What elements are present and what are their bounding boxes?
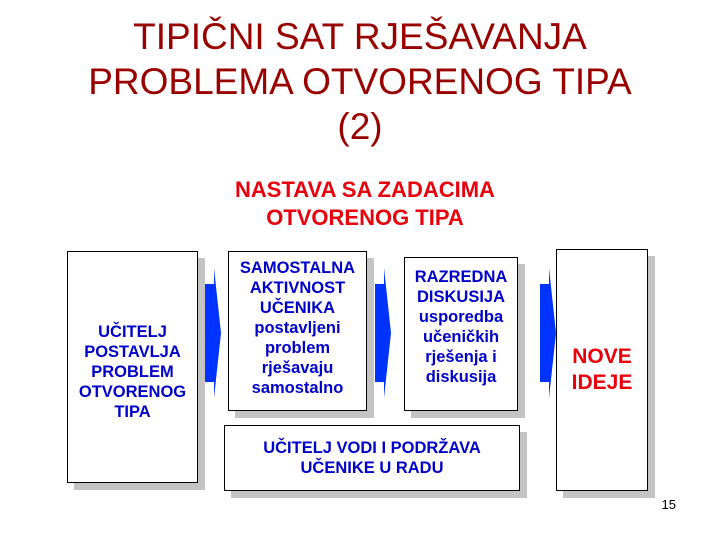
right-arrow-icon — [205, 268, 221, 398]
box-line: UČENIKE U RADU — [300, 459, 444, 477]
box-line: POSTAVLJA — [84, 343, 181, 361]
slide-title — [0, 14, 720, 149]
subtitle-line-1: NASTAVA SA ZADACIMA — [235, 177, 495, 202]
teacher-support-box — [224, 425, 520, 491]
box-line: OTVORENOG — [78, 383, 187, 401]
class-discussion-text — [405, 267, 517, 387]
independent-activity-text — [229, 258, 366, 398]
right-arrow-icon — [540, 268, 556, 398]
box-line: DISKUSIJA — [416, 288, 506, 306]
title-line-3: (2) — [337, 106, 383, 147]
box-line: rješavaju — [261, 359, 334, 377]
box-line: UČITELJ — [98, 323, 167, 341]
box-line: RAZREDNA — [414, 268, 508, 286]
box-line: samostalno — [251, 379, 344, 397]
box-line: usporedba — [418, 308, 504, 326]
page-number: 15 — [661, 497, 676, 512]
title-line-2: PROBLEMA OTVORENOG TIPA — [88, 61, 632, 102]
box-line: UČENIKA — [259, 299, 336, 317]
box-line: učeničkih — [422, 328, 500, 346]
box-line: AKTIVNOST — [249, 279, 346, 297]
subtitle-line-2: OTVORENOG TIPA — [266, 205, 464, 230]
title-line-1: TIPIČNI SAT RJEŠAVANJA — [133, 16, 587, 57]
box-line: rješenja i — [425, 348, 497, 366]
box-line: NOVE — [572, 345, 632, 368]
teacher-support-text — [225, 438, 519, 478]
diagram-subtitle — [205, 176, 525, 232]
box-line: SAMOSTALNA — [239, 259, 356, 277]
teacher-poses-problem-box — [67, 251, 198, 483]
box-line: TIPA — [114, 403, 151, 421]
box-line: PROBLEM — [91, 363, 174, 381]
teacher-poses-problem-text — [68, 322, 197, 422]
box-line: postavljeni — [254, 319, 341, 337]
class-discussion-box — [404, 257, 518, 411]
new-ideas-text — [557, 344, 647, 396]
right-arrow-icon — [375, 268, 391, 398]
box-line: IDEJE — [571, 371, 633, 394]
independent-activity-box — [228, 251, 367, 411]
box-line: problem — [264, 339, 331, 357]
box-line: UČITELJ VODI I PODRŽAVA — [263, 439, 481, 457]
new-ideas-box — [556, 249, 648, 491]
box-line: diskusija — [425, 368, 497, 386]
